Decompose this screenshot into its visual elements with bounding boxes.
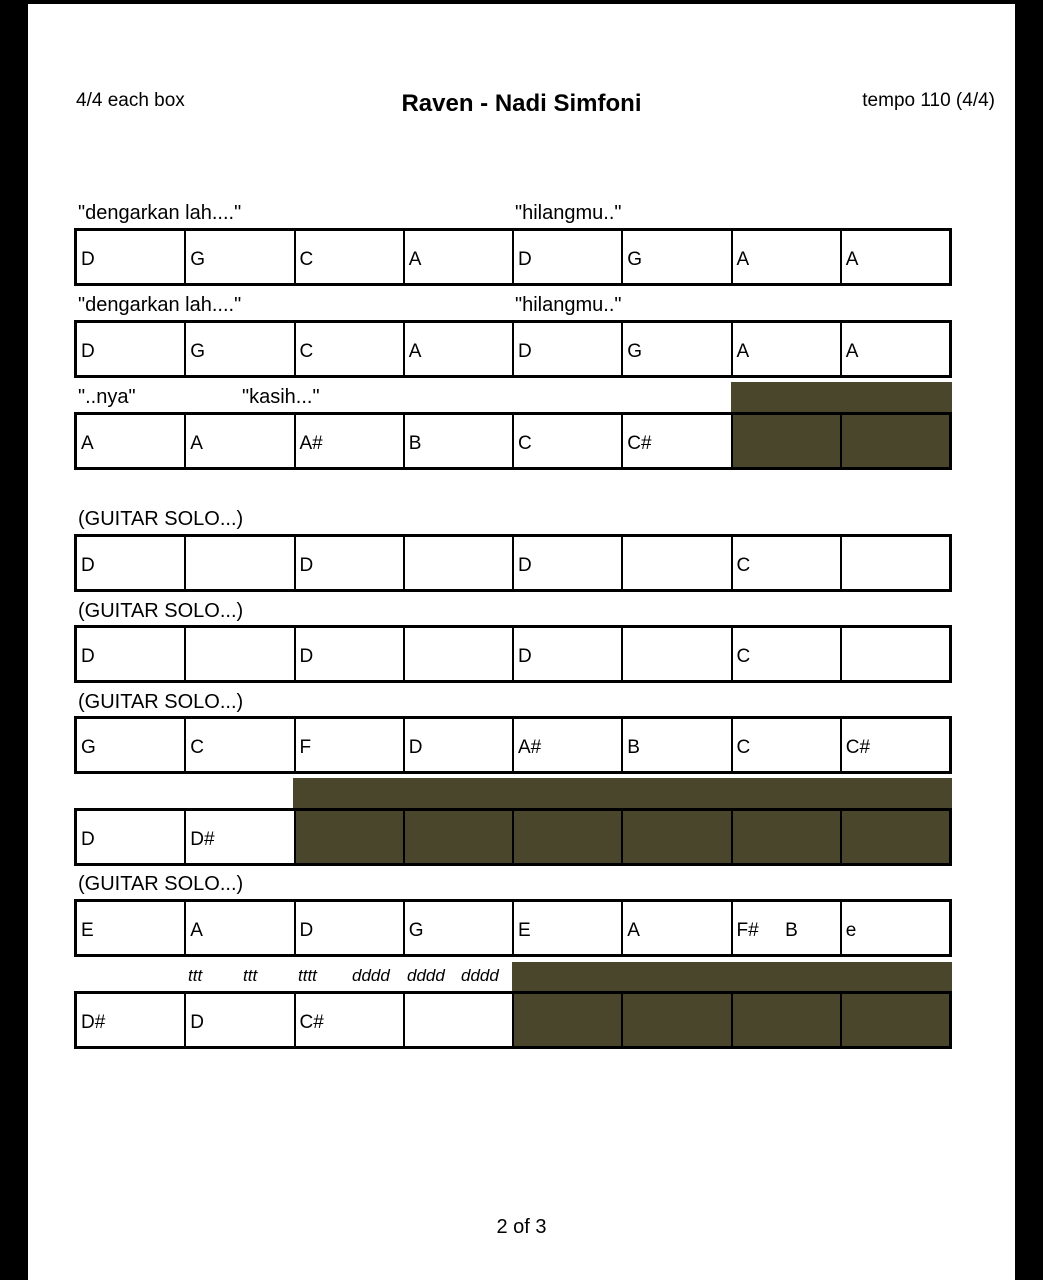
- chord-cell: [77, 719, 186, 771]
- page-number: 2 of 3: [496, 1216, 547, 1238]
- chord-cell: [405, 323, 514, 375]
- shaded-cell: [514, 994, 623, 1046]
- chord-label: D#: [190, 829, 215, 850]
- chord-cell: [186, 231, 295, 283]
- section-label: (GUITAR SOLO...): [78, 600, 244, 622]
- chord-cell: [296, 323, 405, 375]
- rhythm-mark: dddd: [407, 966, 445, 985]
- lyric-label: "kasih...": [242, 386, 320, 408]
- chord-label: A#: [518, 737, 542, 758]
- rhythm-mark: dddd: [352, 966, 390, 985]
- chord-cell: [733, 628, 842, 680]
- chord-label: D: [81, 646, 95, 667]
- shaded-cell: [623, 811, 732, 863]
- chord-cell: [77, 628, 186, 680]
- chord-label: E: [518, 920, 531, 941]
- chord-cell: [842, 323, 949, 375]
- lyric-label: "hilangmu..": [515, 202, 622, 224]
- rhythm-mark: dddd: [461, 966, 499, 985]
- chord-label: A: [845, 341, 859, 362]
- chord-cell: [405, 415, 514, 467]
- chord-label: D: [81, 829, 95, 850]
- chord-cell: [623, 231, 732, 283]
- chord-cell: [186, 902, 295, 954]
- chord-cell: [842, 537, 949, 589]
- rhythm-mark: tttt: [298, 966, 317, 985]
- lyric-label: "dengarkan lah....": [78, 294, 242, 316]
- chord-cell: [296, 231, 405, 283]
- chord-cell: [514, 415, 623, 467]
- rhythm-mark: ttt: [188, 966, 203, 985]
- chord-row-9: [74, 991, 952, 1049]
- chord-label: C: [190, 737, 204, 758]
- chord-label: G: [190, 249, 206, 270]
- chord-label: e: [845, 920, 857, 941]
- chord-label: B: [627, 737, 640, 758]
- chord-cell: [77, 231, 186, 283]
- chord-label: A: [627, 920, 640, 941]
- chord-cell: [514, 719, 623, 771]
- chord-cell: [296, 719, 405, 771]
- chord-label: C: [736, 737, 751, 758]
- chord-cell: [733, 537, 842, 589]
- chord-label: G: [627, 341, 643, 362]
- shaded-band: [731, 382, 952, 412]
- chord-cell: [405, 628, 514, 680]
- chord-row-7: [74, 808, 952, 866]
- shaded-cell: [514, 811, 623, 863]
- section-label: (GUITAR SOLO...): [78, 691, 244, 713]
- chord-row-8: [74, 899, 952, 957]
- chord-label: G: [81, 737, 96, 758]
- shaded-band: [512, 962, 952, 992]
- chord-cell: [77, 994, 186, 1046]
- chord-cell: [514, 231, 623, 283]
- chord-cell: [77, 323, 186, 375]
- chord-cell: [77, 811, 186, 863]
- chord-cell: [296, 537, 405, 589]
- chord-cell: [77, 902, 186, 954]
- chord-cell: [77, 537, 186, 589]
- chord-label: E: [81, 920, 94, 941]
- chord-label: D: [518, 555, 532, 576]
- chord-cell: [623, 323, 732, 375]
- chord-cell: [733, 323, 842, 375]
- chord-cell: [733, 902, 842, 954]
- shaded-cell: [733, 415, 842, 467]
- chord-cell: [733, 231, 842, 283]
- chord-cell: [514, 323, 623, 375]
- chord-cell: [842, 719, 949, 771]
- chord-cell: [405, 537, 514, 589]
- chord-label: D: [299, 555, 314, 576]
- chord-cell: [733, 719, 842, 771]
- chord-label: D: [408, 737, 423, 758]
- chord-label: D: [81, 341, 95, 362]
- chord-label: C: [299, 249, 314, 270]
- shaded-cell: [733, 994, 842, 1046]
- chord-cell: [405, 719, 514, 771]
- chord-cell: [405, 994, 514, 1046]
- chord-label: C#: [845, 737, 871, 758]
- shaded-cell: [296, 811, 405, 863]
- chord-label: G: [190, 341, 206, 362]
- chord-row-6: [74, 716, 952, 774]
- chord-cell: [186, 323, 295, 375]
- chord-cell: [842, 902, 949, 954]
- chord-label: A: [190, 433, 203, 454]
- chord-cell: [296, 994, 405, 1046]
- chord-cell: [296, 628, 405, 680]
- shaded-cell: [842, 994, 949, 1046]
- chord-cell: [186, 537, 295, 589]
- chord-label: C: [736, 555, 751, 576]
- chord-label: D: [299, 646, 314, 667]
- chord-cell: [623, 902, 732, 954]
- shaded-cell: [733, 811, 842, 863]
- song-title: Raven - Nadi Simfoni: [401, 90, 642, 117]
- chord-cell: [842, 231, 949, 283]
- chord-label: D: [81, 555, 95, 576]
- rhythm-mark: ttt: [243, 966, 258, 985]
- chord-cell: [623, 537, 732, 589]
- chord-cell: [514, 537, 623, 589]
- chord-label: A: [845, 249, 859, 270]
- chord-cell: [623, 719, 732, 771]
- chord-cell: [186, 994, 295, 1046]
- lyric-label: "hilangmu..": [515, 294, 622, 316]
- chord-label: A: [408, 249, 422, 270]
- chord-label: D: [299, 920, 314, 941]
- chord-label: A: [81, 433, 94, 454]
- chord-label: G: [627, 249, 643, 270]
- chord-cell: [186, 415, 295, 467]
- chord-label: C#: [299, 1012, 324, 1033]
- chord-row-5: [74, 625, 952, 683]
- shaded-cell: [405, 811, 514, 863]
- chord-cell: [623, 628, 732, 680]
- chord-cell: [514, 902, 623, 954]
- chord-label: A: [736, 341, 750, 362]
- chord-label: D: [518, 249, 532, 270]
- chord-label: A#: [299, 433, 323, 454]
- chord-cell: [405, 231, 514, 283]
- chord-label: C: [518, 433, 532, 454]
- chord-label: A: [408, 341, 422, 362]
- shaded-band: [293, 778, 952, 808]
- chord-sheet-page: [28, 4, 1015, 1280]
- chord-cell: [186, 628, 295, 680]
- chord-row-4: [74, 534, 952, 592]
- chord-label: B: [408, 433, 422, 454]
- chord-cell: [623, 415, 732, 467]
- chord-row-3: [74, 412, 952, 470]
- chord-row-1: [74, 228, 952, 286]
- chord-cell: [842, 628, 949, 680]
- chord-label: C: [736, 646, 751, 667]
- chord-label: F: [299, 737, 312, 758]
- chord-label: A: [190, 920, 203, 941]
- chord-cell: [186, 811, 295, 863]
- chord-label: D: [518, 646, 532, 667]
- shaded-cell: [842, 415, 949, 467]
- chord-label: D#: [81, 1012, 106, 1033]
- chord-label: C: [299, 341, 314, 362]
- lyric-label: "dengarkan lah....": [78, 202, 242, 224]
- chord-label: D: [190, 1012, 204, 1033]
- shaded-cell: [623, 994, 732, 1046]
- lyric-label: "..nya": [78, 386, 136, 408]
- chord-cell: [514, 628, 623, 680]
- chord-label: A: [736, 249, 750, 270]
- section-label: (GUITAR SOLO...): [78, 873, 244, 895]
- shaded-cell: [842, 811, 949, 863]
- chord-label: F# B: [736, 920, 798, 941]
- chord-label: D: [81, 249, 95, 270]
- chord-label: C#: [627, 433, 652, 454]
- section-label: (GUITAR SOLO...): [78, 508, 244, 530]
- time-signature-note: 4/4 each box: [76, 90, 185, 111]
- chord-row-2: [74, 320, 952, 378]
- chord-label: D: [518, 341, 532, 362]
- chord-cell: [296, 415, 405, 467]
- chord-cell: [77, 415, 186, 467]
- tempo-note: tempo 110 (4/4): [862, 90, 995, 111]
- chord-cell: [186, 719, 295, 771]
- chord-cell: [296, 902, 405, 954]
- chord-cell: [405, 902, 514, 954]
- chord-label: G: [408, 920, 424, 941]
